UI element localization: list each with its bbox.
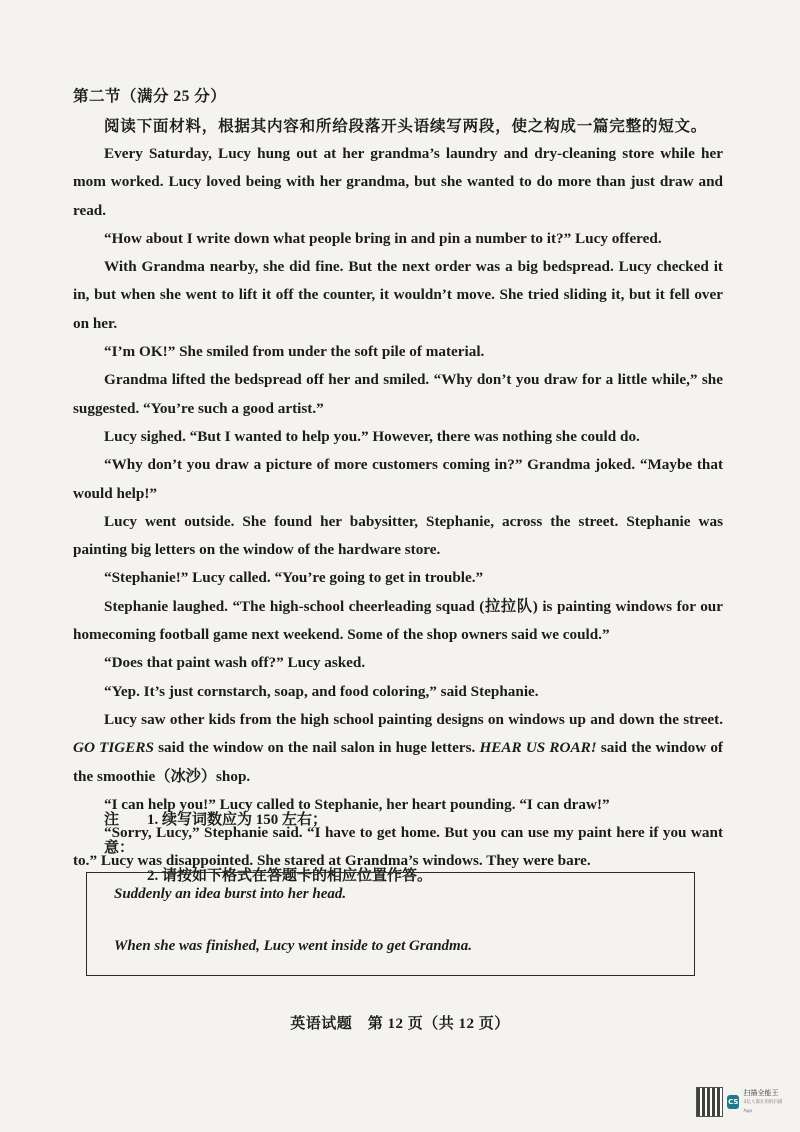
text-run: said the window of the smoothie（冰沙）shop. — [73, 739, 723, 785]
answer-box — [86, 872, 695, 976]
paragraph: Lucy went outside. She found her babysitter, Stephanie, across the street. Stephanie was painting big letters on the window of the hardware store. — [73, 512, 723, 559]
paragraph: “Does that paint wash off?” Lucy asked. — [104, 654, 366, 672]
paragraph: “Yep. It’s just cornstarch, soap, and food coloring,” said Stephanie. — [104, 682, 539, 700]
text-run: Lucy saw other kids from the high school painting designs on windows up and down the street. — [104, 710, 723, 728]
qr-code-icon — [696, 1087, 723, 1117]
paragraph-opener-1: Suddenly an idea burst into her head. — [114, 886, 347, 902]
paragraph: “I can help you!” Lucy called to Stephanie, her heart pounding. “I can draw!” — [104, 795, 610, 813]
page-footer: 英语试题 第 12 页（共 12 页） — [290, 1016, 510, 1032]
paragraph: Stephanie laughed. “The high-school cheerleading squad (拉拉队) is painting windows for our homecoming football game next weekend. Some of the shop owners said we could.” — [73, 597, 723, 644]
window-slogan: GO TIGERS — [73, 739, 154, 757]
section-title: 第二节（满分 25 分） — [73, 88, 227, 105]
scanner-watermark — [696, 1085, 786, 1119]
paragraph: “I’m OK!” She smiled from under the soft pile of material. — [104, 343, 485, 361]
paragraph: Lucy sighed. “But I wanted to help you.” However, there was nothing she could do. — [104, 427, 640, 445]
camscanner-logo-icon: CS — [727, 1095, 739, 1109]
paragraph: Every Saturday, Lucy hung out at her grandma’s laundry and dry-cleaning store while her mom worked. Lucy loved being with her grandma, but she wanted to do more than just draw and read. — [73, 145, 723, 219]
passage — [73, 140, 723, 876]
instruction: 阅读下面材料，根据其内容和所给段落开头语续写两段，使之构成一篇完整的短文。 — [104, 118, 708, 135]
paragraph — [73, 706, 723, 791]
note-item: 1. 续写词数应为 150 左右； — [147, 812, 328, 828]
paragraph: “Stephanie!” Lucy called. “You’re going to get in trouble.” — [104, 569, 484, 587]
watermark-sub: 3亿人都在用的扫描App — [743, 1099, 783, 1114]
paragraph: “Sorry, Lucy,” Stephanie said. “I have to get home. But you can use my paint here if you want to.” Lucy was disappointed. She stared at Grandma’s windows. They were bare. — [73, 824, 723, 870]
paragraph: With Grandma nearby, she did fine. But the next order was a big bedspread. Lucy checked it in, but when she went to lift it off the counter, it wouldn’t move. She tried sliding it, but it fell over on her. — [73, 258, 723, 332]
watermark-name: 扫描全能王 — [743, 1088, 779, 1097]
notes-label: 注意： — [104, 812, 135, 856]
text-run: said the window on the nail salon in huge letters. — [153, 739, 480, 757]
paragraph: Grandma lifted the bedspread off her and smiled. “Why don’t you draw for a little while,” she suggested. “You’re such a good artist.” — [73, 371, 723, 417]
paragraph: “How about I write down what people bring in and pin a number to it?” Lucy offered. — [104, 229, 662, 247]
paragraph: “Why don’t you draw a picture of more customers coming in?” Grandma joked. “Maybe that would help!” — [73, 456, 723, 502]
watermark-text — [743, 1089, 786, 1116]
paragraph-opener-2: When she was finished, Lucy went inside to get Grandma. — [114, 938, 472, 954]
note-item: 2. 请按如下格式在答题卡的相应位置作答。 — [147, 868, 433, 884]
window-slogan: HEAR US ROAR! — [479, 739, 597, 757]
